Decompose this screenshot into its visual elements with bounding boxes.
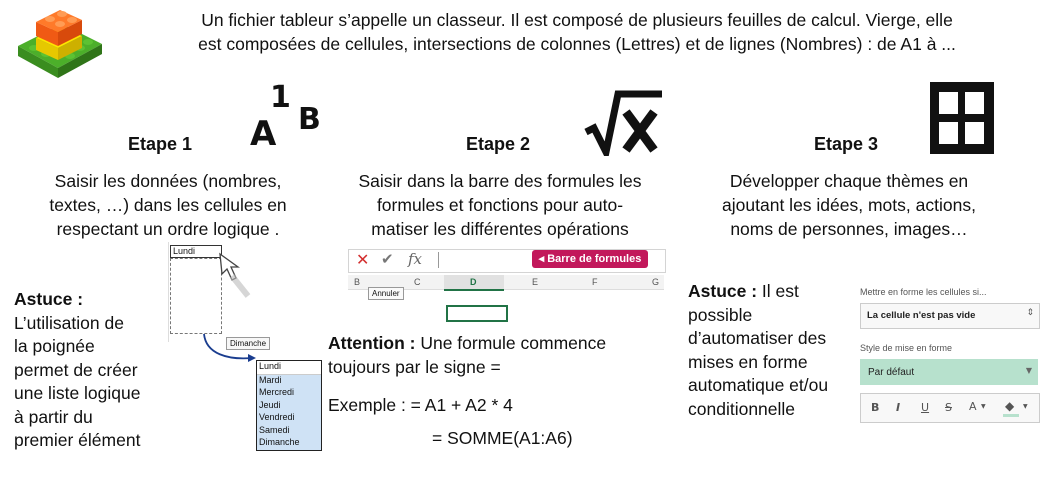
formula-bar-demo	[348, 249, 664, 319]
chevron-down-icon: ▼	[1023, 403, 1028, 410]
conditional-format-panel	[858, 283, 1040, 429]
step2-body	[330, 169, 670, 241]
fill-color-icon[interactable]: ◆	[1005, 399, 1015, 413]
attention-block	[328, 332, 668, 379]
column-header-g: G	[652, 277, 660, 287]
fill-handle-demo	[168, 242, 328, 454]
style-heading: Style de mise en forme	[860, 343, 953, 353]
column-header-d: D	[470, 277, 477, 287]
confirm-icon[interactable]: ✔	[381, 250, 394, 268]
attention-label: Attention :	[328, 333, 416, 353]
step1-body	[18, 169, 318, 241]
tip3-line: conditionnelle	[688, 398, 796, 419]
tip1-line: la poignée	[14, 336, 95, 356]
chevron-down-icon: ▼	[1025, 366, 1032, 375]
start-cell[interactable]: Lundi	[170, 245, 222, 258]
a1b-letter-b: B	[298, 102, 321, 137]
lego-logo-icon	[16, 2, 104, 82]
step1-line-3: respectant un ordre logique .	[56, 219, 280, 239]
active-cell[interactable]	[446, 305, 508, 322]
italic-button[interactable]: I	[896, 401, 901, 414]
step2-line-2: formules et fonctions pour auto-	[376, 195, 624, 215]
panel-heading: Mettre en forme les cellules si...	[860, 287, 987, 297]
tip1-line: permet de créer	[14, 359, 138, 380]
a1b-letter-a: A	[250, 114, 277, 154]
step3-line-3: noms de personnes, images…	[730, 219, 968, 239]
tip3	[688, 280, 856, 421]
select-arrows-icon: ⇕	[1026, 308, 1034, 318]
style-value: Par défaut	[868, 367, 915, 378]
column-header-b: B	[354, 277, 361, 287]
a1b-icon	[248, 80, 338, 160]
grid-table-icon	[930, 82, 994, 154]
intro-text	[112, 8, 1042, 56]
step2-line-3: matiser les différentes opérations	[371, 219, 629, 239]
list-item: Jeudi	[257, 400, 321, 413]
step3-body	[690, 169, 1008, 241]
attention-line-1: Une formule commence	[415, 333, 607, 353]
tip3-line: mises en forme	[688, 351, 808, 372]
tip3-label: Astuce :	[688, 281, 758, 301]
step1-title: Etape 1	[128, 134, 193, 154]
column-header-e: E	[532, 277, 539, 287]
list-item: Dimanche	[257, 437, 321, 450]
text-color-button[interactable]: A	[969, 400, 977, 413]
fill-arrow-icon	[198, 332, 258, 372]
format-toolbar	[860, 393, 1040, 423]
tip1-line: une liste logique	[14, 383, 141, 403]
cancel-tooltip: Annuler	[368, 287, 404, 300]
tip1	[14, 288, 174, 453]
function-icon[interactable]: fx	[408, 250, 423, 268]
tip1-line: à partir du	[14, 406, 93, 427]
step1-line-2: textes, …) dans les cellules en	[49, 195, 287, 215]
chevron-down-icon: ▼	[981, 403, 986, 410]
example-formula-1: Exemple : = A1 + A2 * 4	[328, 395, 513, 415]
tip1-label: Astuce :	[14, 289, 84, 309]
intro-line-2: est composées de cellules, intersections de colonnes (Lettres) et de lignes (Nombres) : de A1 à ...	[198, 34, 956, 54]
day-list	[256, 360, 322, 451]
underline-button[interactable]: U	[921, 401, 930, 414]
list-item: Lundi	[257, 361, 321, 375]
formula-bar-label: ◂ Barre de formules	[532, 250, 648, 268]
tip3-line: possible	[688, 304, 753, 325]
list-item: Vendredi	[257, 412, 321, 425]
fill-tooltip: Dimanche	[226, 337, 270, 350]
square-root-icon	[584, 88, 664, 156]
list-item: Mardi	[257, 375, 321, 388]
strikethrough-button[interactable]: S	[945, 401, 952, 414]
step1-line-1: Saisir les données (nombres,	[54, 171, 282, 191]
drag-cursor-icon	[218, 252, 252, 300]
condition-select[interactable]	[860, 303, 1040, 329]
example-formula-2: = SOMME(A1:A6)	[432, 428, 573, 448]
step3-title: Etape 3	[814, 134, 879, 154]
tip1-line: L’utilisation de	[14, 312, 124, 333]
tip1-line: premier élément	[14, 430, 141, 450]
cancel-icon[interactable]: ✕	[356, 250, 370, 269]
column-header-c: C	[414, 277, 421, 287]
drag-selection	[170, 258, 222, 334]
list-item: Mercredi	[257, 387, 321, 400]
tip3-line: automatique et/ou	[688, 375, 829, 395]
a1b-digit-1: 1	[270, 80, 291, 115]
column-header-f: F	[592, 277, 598, 287]
step3-line-1: Développer chaque thèmes en	[729, 171, 969, 191]
step3-line-2: ajoutant les idées, mots, actions,	[722, 195, 976, 215]
attention-line-2: toujours par le signe =	[328, 356, 501, 377]
condition-value: La cellule n'est pas vide	[867, 310, 976, 321]
step2-title: Etape 2	[466, 134, 531, 154]
step2-line-1: Saisir dans la barre des formules les	[358, 171, 642, 191]
style-select[interactable]	[860, 359, 1038, 385]
list-item: Samedi	[257, 425, 321, 438]
tip3-line-1: Il est	[757, 281, 799, 301]
intro-line-1: Un fichier tableur s’appelle un classeur. Il est composé de plusieurs feuilles de calcul. Vierge, elle	[201, 10, 953, 30]
tip3-line: d’automatiser des	[688, 328, 827, 348]
bold-button[interactable]: B	[871, 401, 880, 414]
